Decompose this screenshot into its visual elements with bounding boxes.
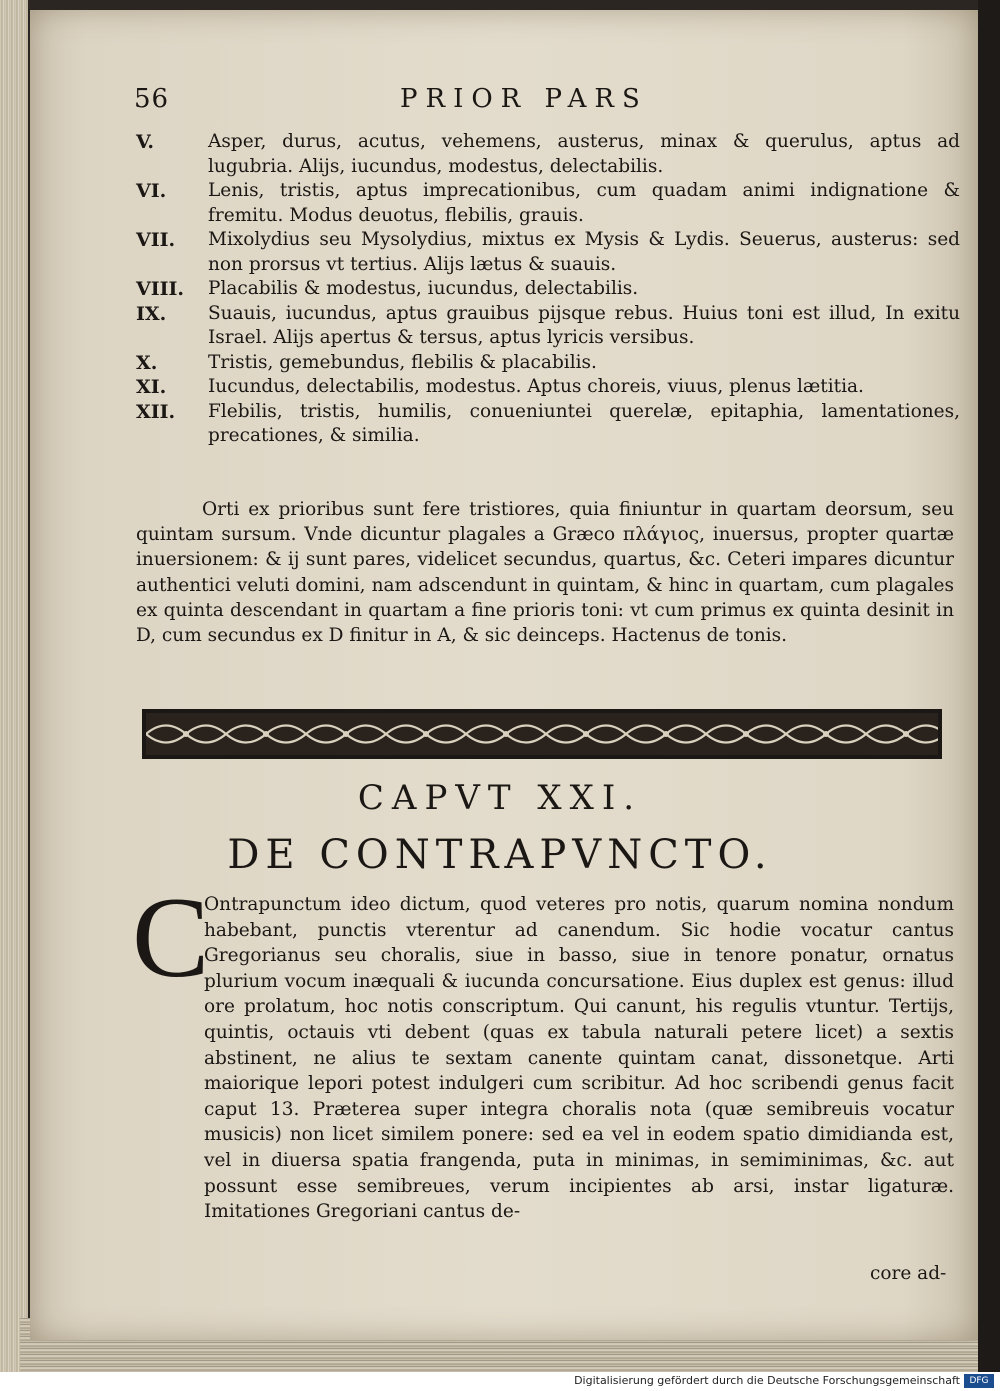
mode-numeral: XI. — [136, 376, 167, 398]
mode-description: Asper, durus, acutus, vehemens, austerus, minax & querulus, aptus ad lugubria. Alijs, iucundus, modestus, delectabilis. — [208, 131, 960, 177]
mode-item — [130, 302, 960, 351]
mode-item — [130, 351, 960, 376]
running-title: PRIOR PARS — [400, 84, 648, 114]
mode-description: Flebilis, tristis, humilis, conueniuntei querelæ, epitaphia, lamentationes, precationes, & similia. — [208, 400, 960, 446]
scan-right-border — [978, 0, 1000, 1372]
mode-description: Lenis, tristis, aptus imprecationibus, cum quadam animi indignatione & fremitu. Modus deuotus, flebilis, grauis. — [208, 180, 960, 226]
mode-numeral: VI. — [136, 180, 167, 202]
footer-bar — [0, 1372, 1000, 1391]
mode-description: Iucundus, delectabilis, modestus. Aptus choreis, viuus, plenus lætitia. — [208, 376, 864, 397]
mode-item — [130, 130, 960, 179]
catchword: core ad- — [870, 1263, 947, 1284]
mode-item — [130, 179, 960, 228]
mode-list — [130, 130, 960, 449]
mode-item — [130, 277, 960, 302]
mode-description: Mixolydius seu Mysolydius, mixtus ex Mysis & Lydis. Seuerus, austerus: sed non prorsus vt tertius. Alijs lætus & suauis. — [208, 229, 960, 275]
drop-cap: C — [132, 874, 210, 1002]
mode-item — [130, 375, 960, 400]
page-number: 56 — [134, 84, 170, 114]
book-edge-left — [0, 0, 28, 1372]
chapter-number: CAPVT XXI. — [357, 778, 643, 818]
mode-numeral: V. — [136, 131, 155, 153]
dfg-logo-icon: DFG — [964, 1374, 994, 1388]
chapter-body-text: Ontrapunctum ideo dictum, quod veteres pro notis, quarum nomina nondum habebant, punctis vterentur ad canendum. Sic hodie vocatur cantus Gregorianus seu choralis, siue in basso, siue in tenore ponatur, ornatus plurium vocum inæquali & iucunda concursatione. Eius duplex est genus: illud ore prolatum, hoc notis conscriptum. Qui canunt, his regulis vtuntur. Tertijs, quintis, octauis vti debent (quas ex tabula naturali petere licet) a sextis abstinent, ne alius te sextam canente quintam canat, dissonetque. Arti maiorique lepori potest indulgeri cum scribitur. Ad hoc scribendi genus facit caput 13. Præterea super integra choralis nota (quæ semibreuis vocatur musicis) non licet similem ponere: sed ea vel in eodem spatio dimidianda est, vel in diuersa spatia frangenda, puta in minimas, in semiminimas, &c. aut possunt esse semibreues, verum incipientes ab arsi, instar ligaturæ. Imitationes Gregoriani cantus de- — [204, 894, 954, 1223]
mode-item — [130, 400, 960, 449]
mode-numeral: VII. — [136, 229, 176, 251]
mode-numeral: X. — [136, 351, 158, 374]
mode-description: Placabilis & modestus, iucundus, delectabilis. — [208, 278, 639, 299]
mode-numeral: IX. — [136, 302, 167, 325]
ornament-band — [142, 709, 942, 759]
chapter-body — [136, 892, 954, 1225]
mode-description: Suauis, iucundus, aptus grauibus pijsque rebus. Huius toni est illud, In exitu Israel. Alijs apertus & tersus, aptus lyricis versibus. — [208, 302, 960, 348]
chapter-title: DE CONTRAPVNCTO. — [227, 832, 773, 878]
mode-numeral: XII. — [136, 400, 176, 423]
funding-note: Digitalisierung gefördert durch die Deutsche Forschungsgemeinschaft — [574, 1374, 960, 1387]
mode-description: Tristis, gemebundus, flebilis & placabilis. — [208, 351, 597, 373]
page-header — [100, 84, 920, 124]
mode-item — [130, 228, 960, 277]
ornament-scroll-icon — [146, 713, 938, 755]
mode-numeral: VIII. — [136, 278, 185, 300]
closing-paragraph: Orti ex prioribus sunt fere tristiores, quia finiuntur in quartam deorsum, seu quintam sursum. Vnde dicuntur plagales a Græco πλάγιος, inuersus, propter quartæ inuersionem: & ij sunt pares, videlicet secundus, quartus, &c. Ceteri impares dicuntur authentici veluti domini, nam adscendunt in quintam, & hinc in quartam, cum plagales ex quinta descendant in quartam a fine prioris toni: vt cum primus ex quinta desinit in D, cum secundus ex D finitur in A, & sic deinceps. Hactenus de tonis. — [136, 499, 954, 647]
